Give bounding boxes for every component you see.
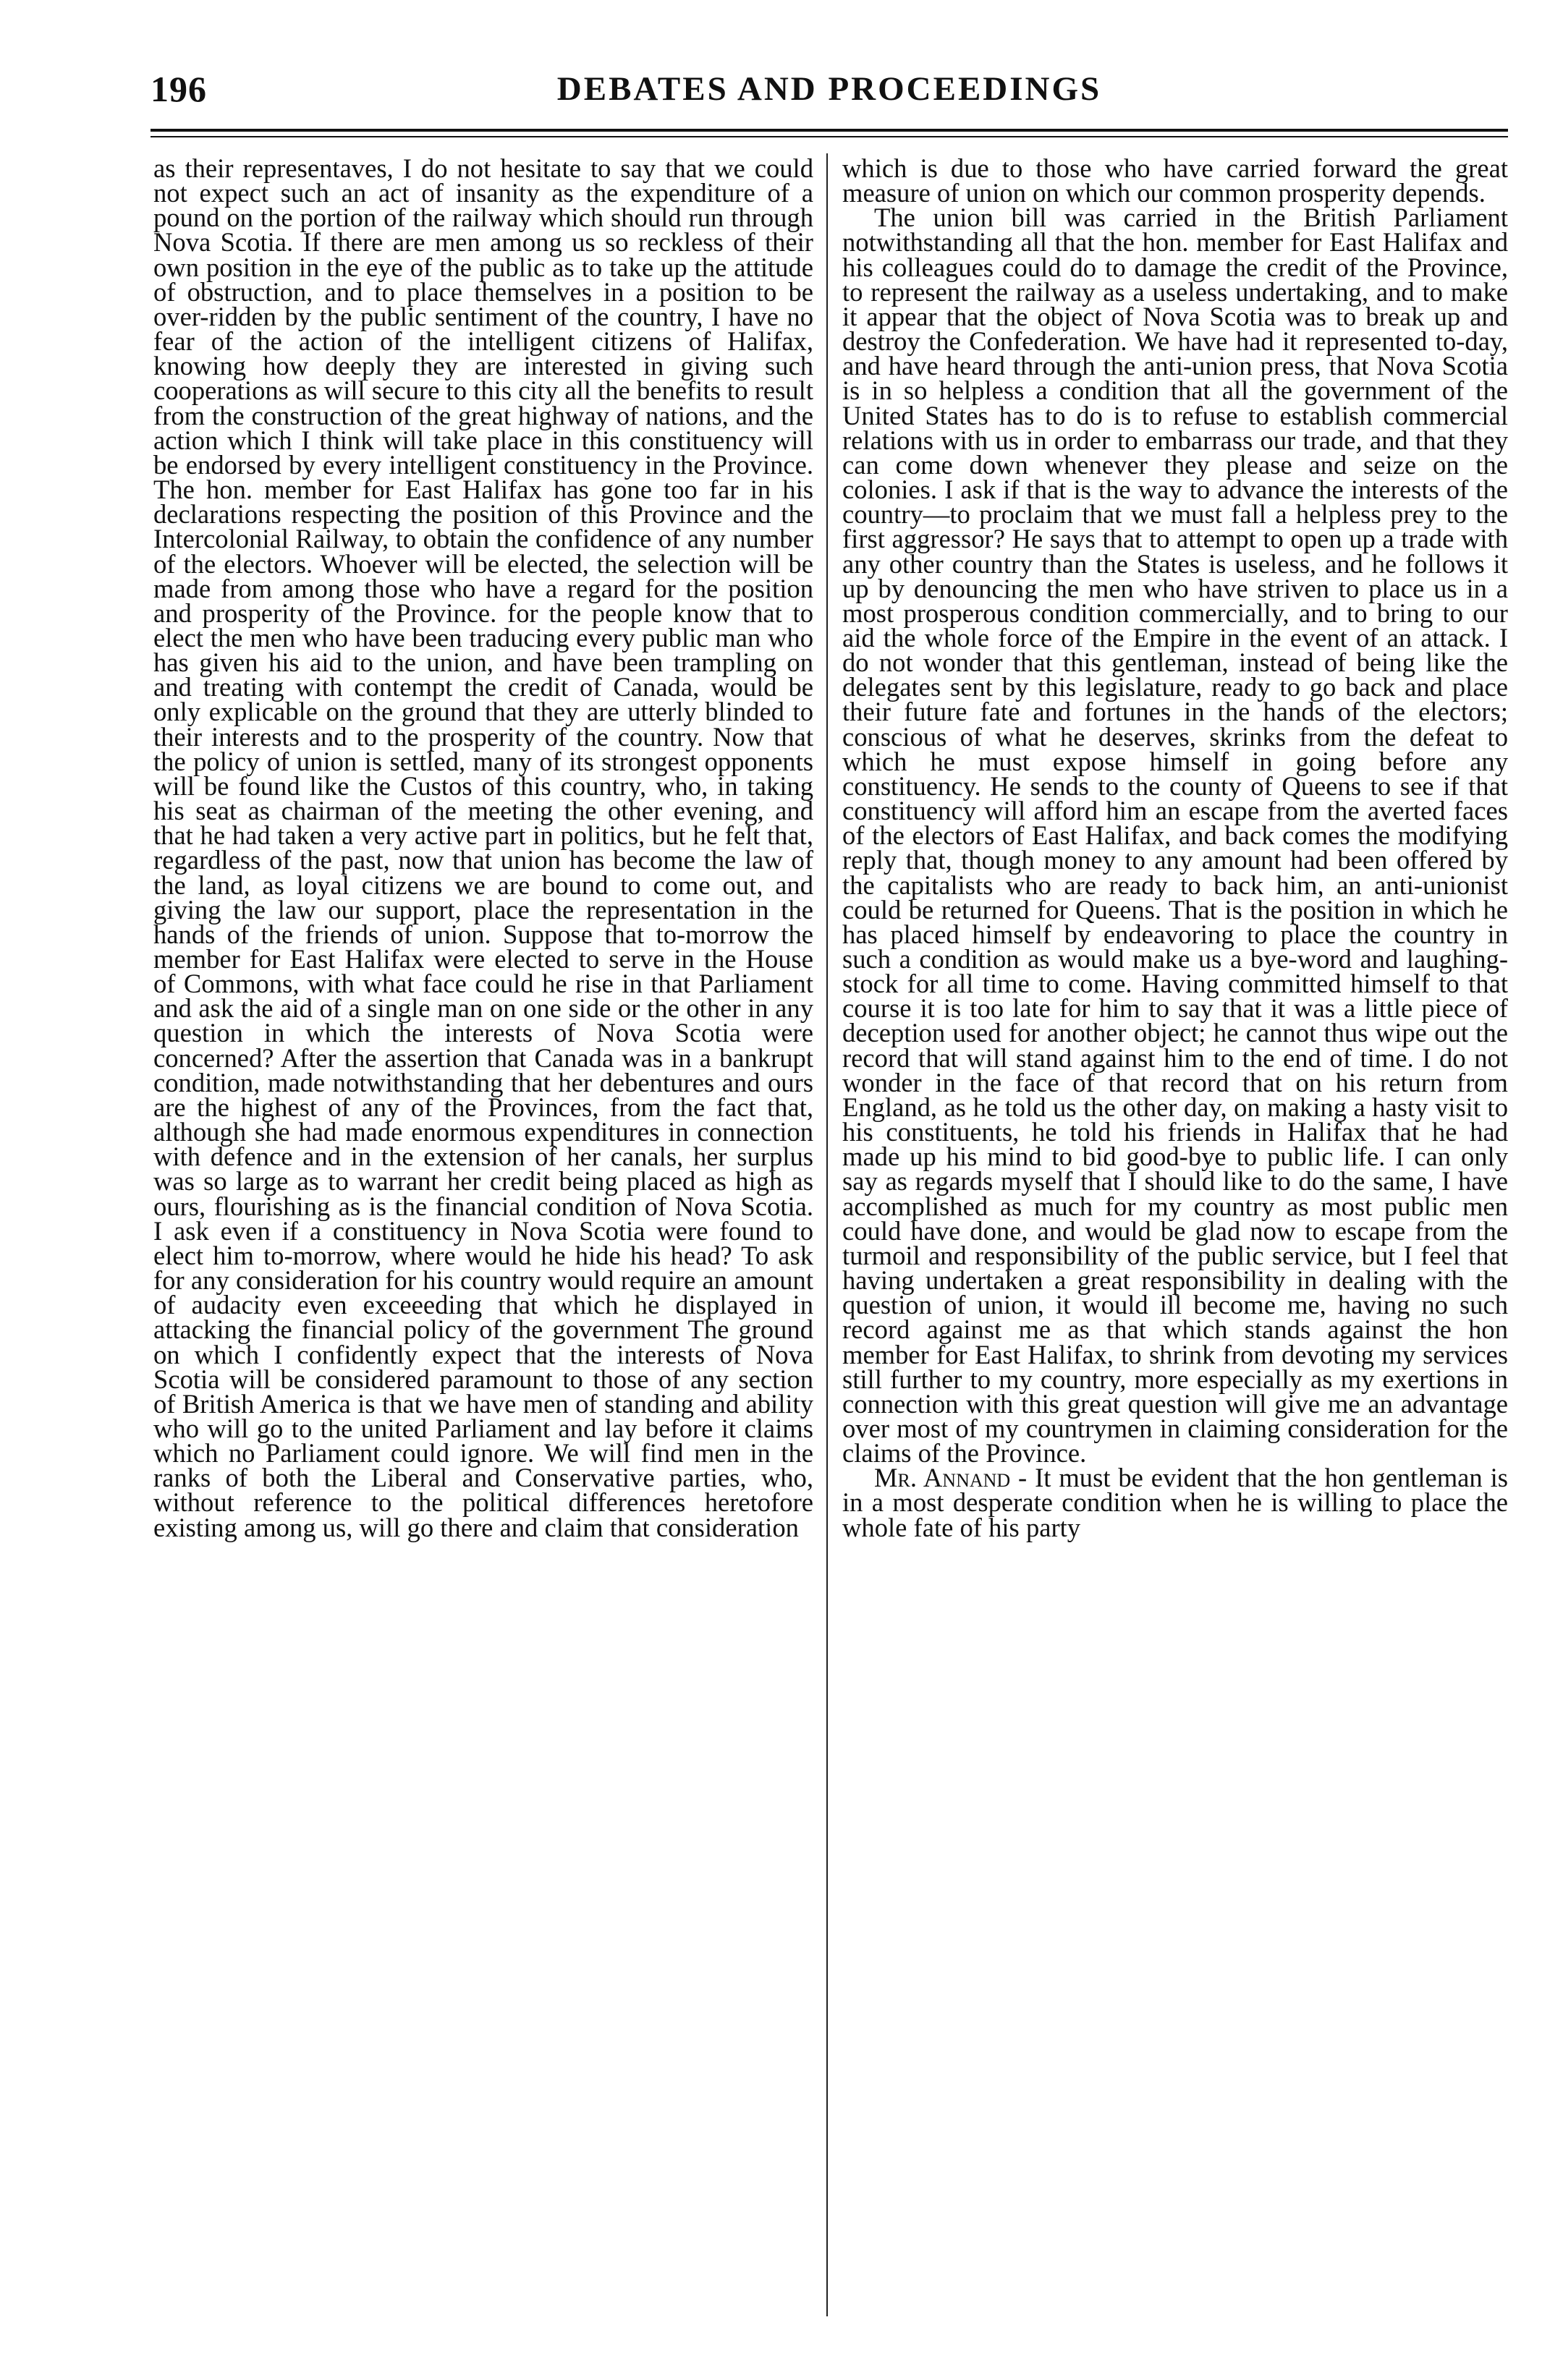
right-paragraph-3 [842, 1463, 1508, 1542]
left-column [153, 153, 813, 1542]
right-column [842, 153, 1508, 1542]
right-paragraph-2: The union bill was carried in the British Parliament notwithstanding all that the hon. member for East Halifax and his colleagues could do to damage the credit of the Province, to represent the railway as a useless undertaking, and to make it appear that the object of Nova Scotia was to break up and destroy the Confederation. We have had it represented to-day, and have heard through the anti-union press, that Nova Scotia is in so helpless a condition that all the government of the United States has to do is to refuse to establish commercial relations with us in order to embarrass our trade, and that they can come down whenever they please and seize on the colonies. I ask if that is the way to advance the interests of the country—to proclaim that we must fall a helpless prey to the first aggressor? He says that to attempt to open up a trade with any other country than the States is useless, and he follows it up by denouncing the men who have striven to place us in a most prosperous condition commercially, and to bring to our aid the whole force of the Empire in the event of an attack. I do not wonder that this gentleman, instead of being like the delegates sent by this legislature, ready to go back and place their future fate and fortunes in the hands of the electors; conscious of what he deserves, skrinks from the defeat to which he must expose himself in going before any constituency. He sends to the county of Queens to see if that constituency will afford him an escape from the averted faces of the electors of East Halifax, and back comes the modifying reply that, though money to any amount had been offered by the capitalists who are ready to back him, an anti-unionist could be returned for Queens. That is the position in which he has placed himself by endeavoring to place the country in such a condition as would make us a bye-word and laughing-stock for all time to come. Having committed himself to that course it is too late for him to say that it was a little piece of deception used for another object; he cannot thus wipe out the record that will stand against him to the end of time. I do not wonder in the face of that record that on his return from England, as he told us the other day, on making a hasty visit to his constituents, he told his friends in Halifax that he had made up his mind to bid good-bye to public life. I can only say as regards myself that I should like to do the same, I have accomplished as much for my country as most public men could have done, and would be glad now to escape from the turmoil and responsibility of the public service, but I feel that having undertaken a great responsibility in dealing with the question of union, it would ill become me, having no such record against me as that which stands against the hon member for East Halifax, to shrink from devoting my services still further to my country, more especially as my exertions in connection with this great question will give me an advantage over most of my countrymen in claiming consideration for the claims of the Province. [842, 203, 1508, 1469]
right-paragraph-1: which is due to those who have carried forward the great measure of union on which our common prosperity depends. [842, 153, 1508, 208]
column-divider [826, 153, 828, 2316]
running-title: DEBATES AND PROCEEDINGS [556, 70, 1102, 108]
page-header [151, 64, 1508, 114]
speaker-text: - It must be evident that the hon gentleman is in a most desperate condition when he is willing to place the whole fate of his party [842, 1463, 1508, 1542]
header-rule-thick [151, 129, 1508, 132]
page-number: 196 [151, 69, 207, 109]
left-paragraph-1: as their representaves, I do not hesitate to say that we could not expect such an act of insanity as the expenditure of a pound on the portion of the railway which should run through Nova Scotia. If there are men among us so reckless of their own position in the eye of the public as to take up the attitude of obstruction, and to place themselves in a position to be over-ridden by the public sentiment of the country, I have no fear of the action of the intelligent citizens of Halifax, knowing how deeply they are interested in giving such cooperations as will secure to this city all the benefits to result from the construction of the great highway of nations, and the action which I think will take place in this constituency will be endorsed by every intelligent constituency in the Province. The hon. member for East Halifax has gone too far in his declarations respecting the position of this Province and the Intercolonial Railway, to obtain the confidence of any number of the electors. Whoever will be elected, the selection will be made from among those who have a regard for the position and prosperity of the Province. for the people know that to elect the men who have been traducing every public man who has given his aid to the union, and have been trampling on and treating with contempt the credit of Canada, would be only explicable on the ground that they are utterly blinded to their interests and to the prosperity of the country. Now that the policy of union is settled, many of its strongest opponents will be found like the Custos of this country, who, in taking his seat as chairman of the meeting the other evening, and that he had taken a very active part in politics, but he felt that, regardless of the past, now that union has become the law of the land, as loyal citizens we are bound to come out, and giving the law our support, place the representation in the hands of the friends of union. Suppose that to-morrow the member for East Halifax were elected to serve in the House of Commons, with what face could he rise in that Parliament and ask the aid of a single man on one side or the other in any question in which the interests of Nova Scotia were concerned? After the assertion that Canada was in a bankrupt condition, made notwithstanding that her debentures and ours are the highest of any of the Provinces, from the fact that, although she had made enormous expenditures in connection with defence and in the extension of her canals, her surplus was so large as to warrant her credit being placed as high as ours, flourishing as is the financial condition of Nova Scotia. I ask even if a constituency in Nova Scotia were found to elect him to-morrow, where would he hide his head? To ask for any consideration for his country would require an amount of audacity even exceeeding that which he displayed in attacking the financial policy of the government The ground on which I confidently expect that the interests of Nova Scotia will be considered paramount to those of any section of British America is that we have men of standing and ability who will go to the united Parliament and lay before it claims which no Parliament could ignore. We will find men in the ranks of both the Liberal and Conservative parties, who, without reference to the political differences heretofore existing among us, will go there and claim that consideration [153, 153, 813, 1542]
header-rule-thin [151, 136, 1508, 137]
speaker-name: Mr. Annand [874, 1463, 1011, 1493]
